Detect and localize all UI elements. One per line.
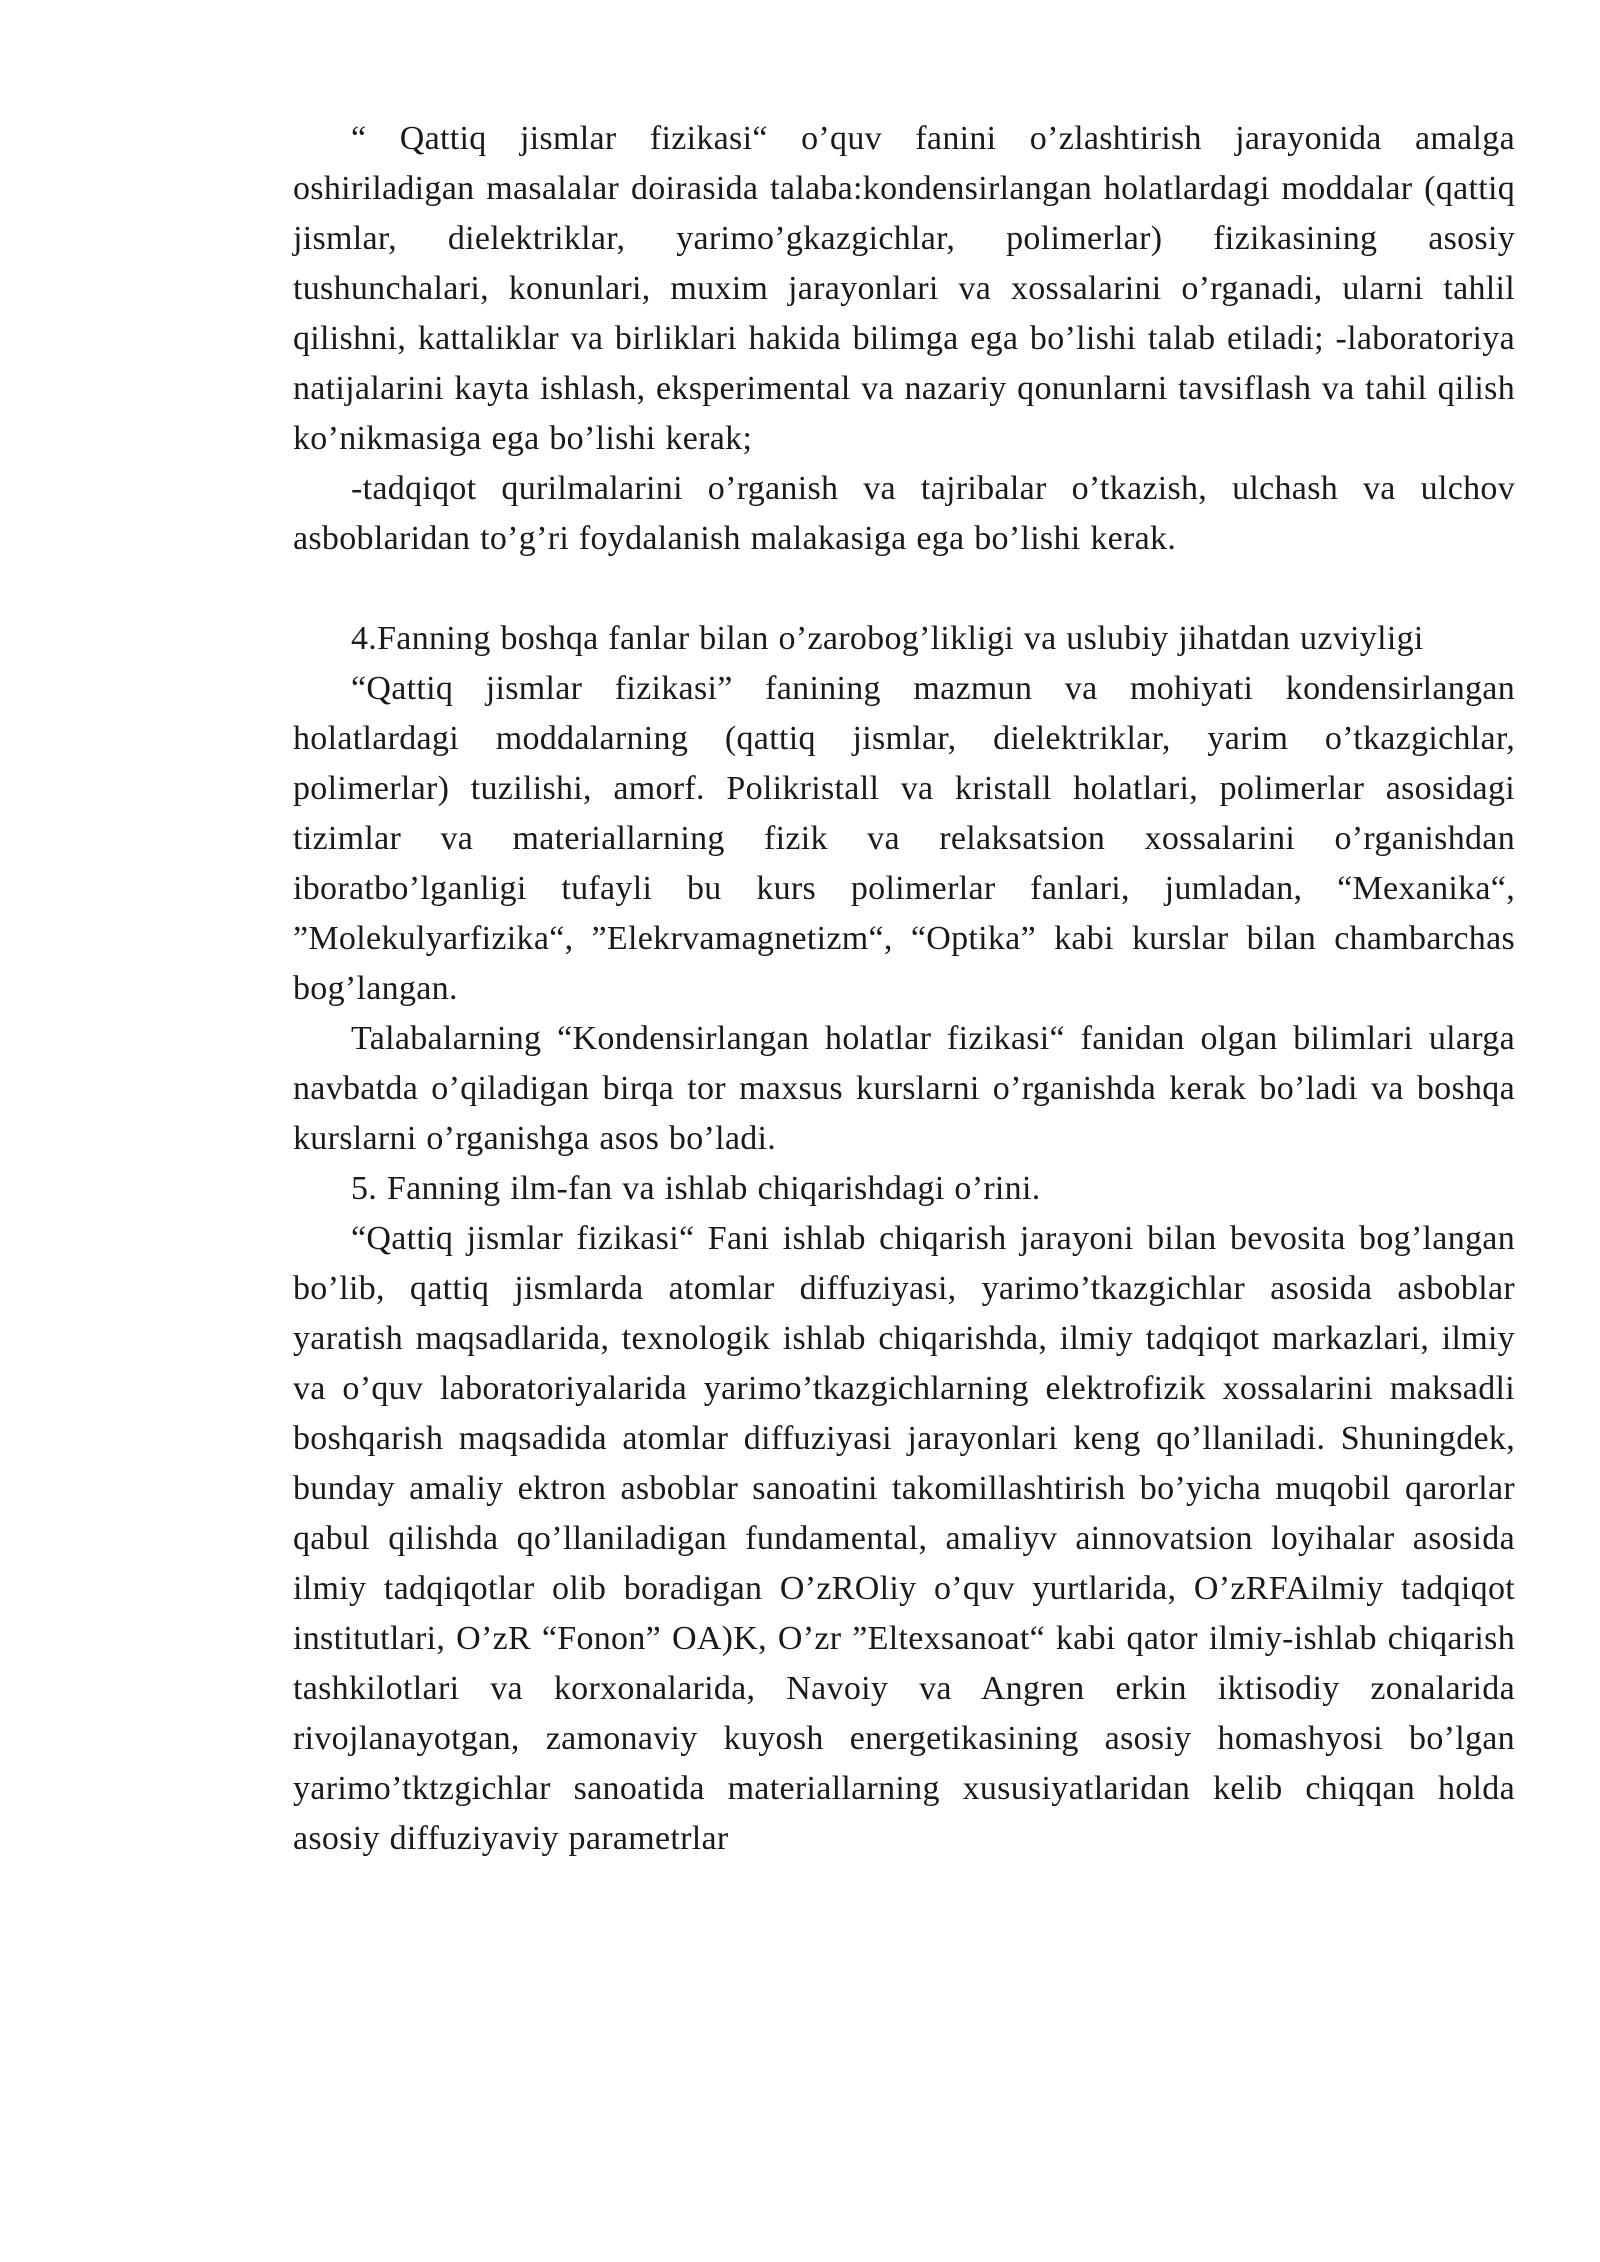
paragraph-subject-content: “Qattiq jismlar fizikasi” fanining mazmun va mohiyati kondensirlangan holatlardagi moddalarning (qattiq jismlar, dielektriklar, yarim o’tkazgichlar, polimerlar) tuzilishi, amorf. Polikristall va kristall holatlari, polimerlar asosidagi tizimlar va materiallarning fizik va relaksatsion xossalarini o’rganishdan iboratbo’lganligi tufayli bu kurs polimerlar fanlari, jumladan, “Mexanika“, ”Molekulyarfizika“, ”Elekrvamagnetizm“, “Optika” kabi kurslar bilan chambarchas bog’langan. bbox=[293, 670, 1515, 1007]
paragraph-industry-role: “Qattiq jismlar fizikasi“ Fani ishlab chiqarish jarayoni bilan bevosita bog’langan bo’lib, qattiq jismlarda atomlar diffuziyasi, yarimo’tkazgichlar asosida asboblar yaratish maqsadlarida, texnologik ishlab chiqarishda, ilmiy tadqiqot markazlari, ilmiy va o’quv laboratoriyalarida yarimo’tkazgichlarning elektrofizik xossalarini maksadli boshqarish maqsadida atomlar diffuziyasi jarayonlari keng qo’llaniladi. Shuningdek, bunday amaliy ektron asboblar sanoatini takomillashtirish bo’yicha muqobil qarorlar qabul qilishda qo’llaniladigan fundamental, amaliyv ainnovatsion loyihalar asosida ilmiy tadqiqotlar olib boradigan O’zROliy o’quv yurtlarida, O’zRFAilmiy tadqiqot institutlari, O’zR “Fonon” OA)K, O’zr ”Eltexsanoat“ kabi qator ilmiy-ishlab chiqarish tashkilotlari va korxonalarida, Navoiy va Angren erkin iktisodiy zonalarida rivojlanayotgan, zamonaviy kuyosh energetikasining asosiy homashyosi bo’lgan yarimo’tktzgichlar sanoatida materiallarning xususiyatlaridan kelib chiqqan holda asosiy diffuziyaviy parametrlar bbox=[293, 1220, 1515, 1857]
paragraph-student-knowledge: Talabalarning “Kondensirlangan holatlar fizikasi“ fanidan olgan bilimlari ularga navbatda o’qiladigan birqa tor maxsus kurslarni o’rganishda kerak bo’ladi va boshqa kurslarni o’rganishga asos bo’ladi. bbox=[293, 1020, 1515, 1157]
paragraph-research-skills: -tadqiqot qurilmalarini o’rganish va tajribalar o’tkazish, ulchash va ulchov asboblaridan to’g’ri foydalanish malakasiga ega bo’lishi kerak. bbox=[293, 470, 1515, 557]
section-heading-4: 4.Fanning boshqa fanlar bilan o’zarobog’likligi va uslubiy jihatdan uzviyligi bbox=[351, 620, 1424, 657]
section-heading-5: 5. Fanning ilm-fan va ishlab chiqarishdagi o’rini. bbox=[351, 1170, 1041, 1207]
document-body bbox=[293, 114, 1515, 1864]
paragraph-course-objectives: “ Qattiq jismlar fizikasi“ o’quv fanini o’zlashtirish jarayonida amalga oshiriladigan masalalar doirasida talaba:kondensirlangan holatlardagi moddalar (qattiq jismlar, dielektriklar, yarimo’gkazgichlar, polimerlar) fizikasining asosiy tushunchalari, konunlari, muxim jarayonlari va xossalarini o’rganadi, ularni tahlil qilishni, kattaliklar va birliklari hakida bilimga ega bo’lishi talab etiladi; -laboratoriya natijalarini kayta ishlash, eksperimental va nazariy qonunlarni tavsiflash va tahil qilish ko’nikmasiga ega bo’lishi kerak; bbox=[293, 120, 1515, 457]
